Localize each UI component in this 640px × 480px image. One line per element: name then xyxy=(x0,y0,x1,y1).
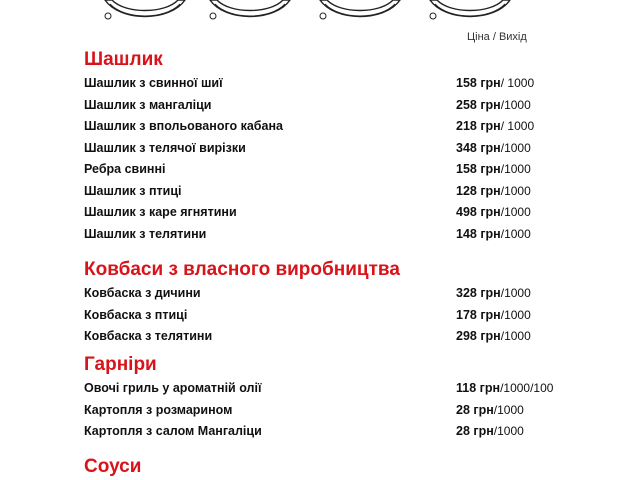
portion-yield: /1000 xyxy=(500,162,531,176)
currency-label: грн xyxy=(479,381,501,395)
price-value: 218 xyxy=(456,119,477,133)
section-title: Шашлик xyxy=(84,49,163,70)
menu-item xyxy=(84,73,604,95)
currency-label: грн xyxy=(480,97,501,112)
menu-item xyxy=(84,202,604,224)
menu-item xyxy=(84,400,604,422)
currency-label: грн xyxy=(480,307,501,322)
menu-item xyxy=(84,421,604,443)
currency-label: грн xyxy=(480,76,501,90)
price-yield-column-header: Ціна / Вихід xyxy=(467,31,527,43)
menu-item xyxy=(84,181,604,203)
menu-item-price xyxy=(456,283,531,305)
menu-item-price xyxy=(456,95,531,117)
menu-item-price xyxy=(456,202,531,224)
menu-item-name: Ковбаска з дичини xyxy=(84,286,201,300)
price-value: 298 xyxy=(456,329,477,343)
currency-label: грн xyxy=(480,140,501,155)
portion-yield: / 1000 xyxy=(500,76,535,90)
price-value: 118 xyxy=(456,381,477,395)
price-value: 158 xyxy=(456,76,477,90)
portion-yield: / 1000 xyxy=(500,119,535,133)
currency-label: грн xyxy=(480,226,501,241)
menu-item xyxy=(84,326,604,348)
menu-item xyxy=(84,283,604,305)
price-value: 178 xyxy=(456,307,477,322)
currency-label: грн xyxy=(480,162,501,176)
currency-label: грн xyxy=(480,329,501,343)
menu-item-name: Шашлик з свинної шиї xyxy=(84,76,223,90)
menu-item-name: Шашлик з каре ягнятини xyxy=(84,205,237,219)
price-value: 328 xyxy=(456,286,477,300)
menu-item-price xyxy=(456,138,531,160)
portion-yield: /1000 xyxy=(500,226,531,241)
price-value: 348 xyxy=(456,140,477,155)
menu-item-price xyxy=(456,116,534,138)
currency-label: грн xyxy=(480,183,501,198)
menu-item xyxy=(84,116,604,138)
menu-item-name: Ковбаска з птиці xyxy=(84,307,188,322)
menu-item-name: Ковбаска з телятини xyxy=(84,329,213,343)
currency-label: грн xyxy=(480,205,501,219)
ribbon-banner-icon xyxy=(205,0,295,24)
decorative-banners xyxy=(100,0,540,26)
price-value: 28 xyxy=(456,402,470,417)
currency-label: грн xyxy=(473,424,494,438)
menu-item-name: Картопля з салом Мангаліци xyxy=(84,424,262,438)
menu-item xyxy=(84,378,604,400)
price-value: 158 xyxy=(456,162,477,176)
portion-yield: /1000 xyxy=(500,205,531,219)
menu-item-name: Картопля з розмарином xyxy=(84,402,233,417)
menu-item-price xyxy=(456,378,553,400)
menu-section xyxy=(84,49,604,245)
menu-item-name: Шашлик з птиці xyxy=(84,183,182,198)
menu-item-price xyxy=(456,400,524,422)
portion-yield: /1000 xyxy=(500,307,531,322)
price-value: 128 xyxy=(456,183,477,198)
portion-yield: /1000 xyxy=(500,286,531,300)
menu-item xyxy=(84,95,604,117)
portion-yield: /1000 xyxy=(493,424,524,438)
section-title: Ковбаси з власного виробництва xyxy=(84,259,400,280)
menu-item-price xyxy=(456,73,534,95)
menu-item-price xyxy=(456,181,531,203)
menu-item-price xyxy=(456,421,524,443)
portion-yield: /1000 xyxy=(500,183,531,198)
menu-item xyxy=(84,138,604,160)
portion-yield: /1000 xyxy=(500,140,531,155)
section-title: Соуси xyxy=(84,456,142,477)
menu-item-price xyxy=(456,159,531,181)
section-title: Гарніри xyxy=(84,354,157,375)
menu-item-name: Ребра свинні xyxy=(84,162,166,176)
menu-item-price xyxy=(456,326,531,348)
menu-item-name: Шашлик з телятини xyxy=(84,226,207,241)
portion-yield: /1000 xyxy=(500,329,531,343)
menu-section xyxy=(84,354,604,443)
menu-item xyxy=(84,159,604,181)
price-value: 258 xyxy=(456,97,477,112)
menu-item-price xyxy=(456,305,531,327)
ribbon-banner-icon xyxy=(315,0,405,24)
menu-item-price xyxy=(456,224,531,246)
price-value: 28 xyxy=(456,424,470,438)
ribbon-banner-icon xyxy=(425,0,515,24)
menu-item-name: Шашлик з впольованого кабана xyxy=(84,119,283,133)
ribbon-banner-icon xyxy=(100,0,190,24)
currency-label: грн xyxy=(473,402,494,417)
price-value: 148 xyxy=(456,226,477,241)
menu-item xyxy=(84,305,604,327)
menu-item xyxy=(84,224,604,246)
portion-yield: /1000/100 xyxy=(500,381,554,395)
currency-label: грн xyxy=(480,119,501,133)
menu-section xyxy=(84,259,604,348)
currency-label: грн xyxy=(480,286,501,300)
menu-section xyxy=(84,456,604,480)
portion-yield: /1000 xyxy=(500,97,531,112)
menu-item-name: Овочі гриль у ароматній олії xyxy=(84,381,262,395)
menu-item-name: Шашлик з мангаліци xyxy=(84,97,212,112)
price-value: 498 xyxy=(456,205,477,219)
portion-yield: /1000 xyxy=(493,402,524,417)
menu-item-name: Шашлик з телячої вирізки xyxy=(84,140,246,155)
